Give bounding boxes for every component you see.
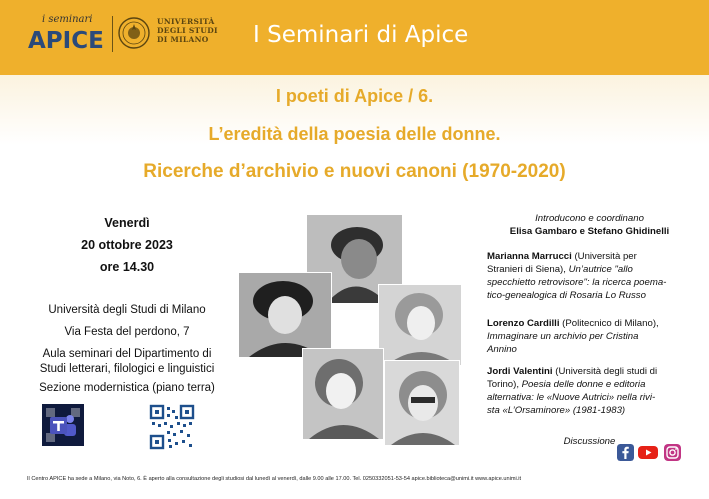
intro-block — [487, 212, 692, 238]
venue-line-5: Sezione modernistica (piano terra) — [39, 382, 215, 394]
teams-qr-icon[interactable] — [42, 404, 84, 446]
event-title-line-2: L’eredità della poesia delle donne. — [208, 124, 501, 144]
venue-line-1: Università degli Studi di Milano — [48, 304, 206, 316]
university-name — [157, 17, 227, 44]
discussion-block — [487, 435, 692, 448]
university-seal-icon — [118, 17, 150, 49]
venue-line-2: Via Festa del perdono, 7 — [64, 326, 190, 338]
speaker-affiliation: (Università per — [571, 251, 637, 262]
logo-divider — [112, 16, 113, 52]
logo-small-text: i seminari — [42, 14, 93, 25]
talk-title: Poesia delle donne e editoria — [521, 379, 646, 390]
portrait-photo — [384, 360, 460, 446]
speaker-name: Lorenzo Cardilli — [487, 318, 560, 329]
venue-line-4: Studi letterari, filologici e linguistici — [39, 363, 215, 375]
talk-title: Annino — [487, 344, 517, 355]
university-line: DEGLI STUDI — [157, 26, 218, 35]
portrait-photo — [302, 348, 384, 440]
speaker-name: Marianna Marrucci — [487, 251, 572, 262]
facebook-icon[interactable] — [617, 444, 634, 461]
speaker-name: Jordi Valentini — [487, 366, 553, 377]
event-title-line-1: I poeti di Apice / 6. — [275, 86, 434, 106]
talk-1 — [487, 250, 692, 302]
university-line: DI MILANO — [157, 35, 209, 44]
youtube-icon[interactable] — [638, 444, 658, 461]
discussion-label: Discussione — [563, 436, 616, 447]
portrait-photo — [238, 272, 332, 358]
teams-logo-icon — [42, 404, 84, 446]
venue-line-3: Aula seminari del Dipartimento di — [42, 348, 212, 360]
speaker-affiliation: (Università degli studi di — [552, 366, 658, 377]
event-datetime — [26, 212, 228, 278]
intro-names: Elisa Gambaro e Stefano Ghidinelli — [509, 226, 670, 237]
apice-logo — [28, 12, 112, 58]
instagram-icon[interactable] — [664, 444, 681, 461]
talk-title: Un’autrice "allo — [568, 264, 633, 275]
speaker-affiliation: (Politecnico di Milano), — [559, 318, 659, 329]
talk-title: specchietto retrovisore": la ricerca poema- — [487, 277, 667, 288]
footer-info: Il Centro APICE ha sede a Milano, via Noto, 6. È aperto alla consultazione degli studiosi dal lunedì al venerdì, dalle 9.00 alle 17.00. Tel. 0250332051-53-54 apice.biblioteca@unimi.it www.apice.unimi.it — [27, 476, 522, 482]
logo-big-text: APICE — [28, 28, 104, 54]
event-day: Venerdì — [104, 216, 150, 230]
portrait-photo — [378, 284, 462, 366]
event-title-line-3: Ricerche d’archivio e nuovi canoni (1970-2020) — [143, 161, 566, 182]
university-line: UNIVERSITÀ — [157, 17, 215, 26]
intro-label: Introducono e coordinano — [535, 213, 644, 224]
event-time: ore 14.30 — [99, 260, 155, 274]
header-title: I Seminari di Apice — [253, 22, 469, 48]
talk-title: tico-genealogica di Rosaria Lo Russo — [487, 290, 646, 301]
qr-code-icon[interactable] — [149, 404, 195, 450]
talk-2 — [487, 317, 692, 356]
talk-3 — [487, 365, 692, 417]
header-bar — [0, 0, 709, 75]
talk-title: sta «L’Orsaminore» (1981-1983) — [487, 405, 626, 416]
talk-title: alternativa: le «Nuove Autrici» nella rivi- — [487, 392, 656, 403]
speaker-affiliation: Stranieri di Siena), — [487, 264, 569, 275]
speaker-affiliation: Torino), — [487, 379, 522, 390]
talk-title: Immaginare un archivio per Cristina — [487, 331, 639, 342]
event-date: 20 ottobre 2023 — [81, 238, 173, 252]
